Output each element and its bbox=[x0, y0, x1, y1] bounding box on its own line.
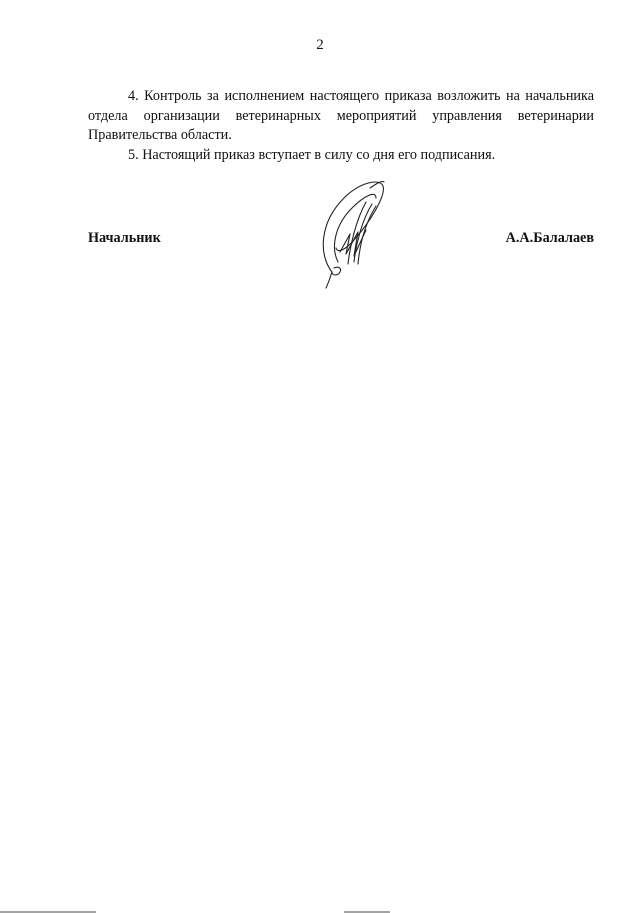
handwritten-signature bbox=[310, 176, 400, 291]
paragraph-5: 5. Настоящий приказ вступает в силу со дня его подписания. bbox=[128, 146, 496, 163]
signatory-name: А.А.Балалаев bbox=[505, 230, 594, 246]
document-body bbox=[88, 87, 594, 165]
page-number: 2 bbox=[316, 37, 324, 53]
signatory-title: Начальник bbox=[88, 230, 161, 246]
paragraph-4: 4. Контроль за исполнением настоящего приказа возложить на начальника отдела организации ветеринарных мероприятий управления ветеринарии Правительства области. bbox=[88, 88, 594, 143]
signature-icon bbox=[310, 176, 400, 291]
